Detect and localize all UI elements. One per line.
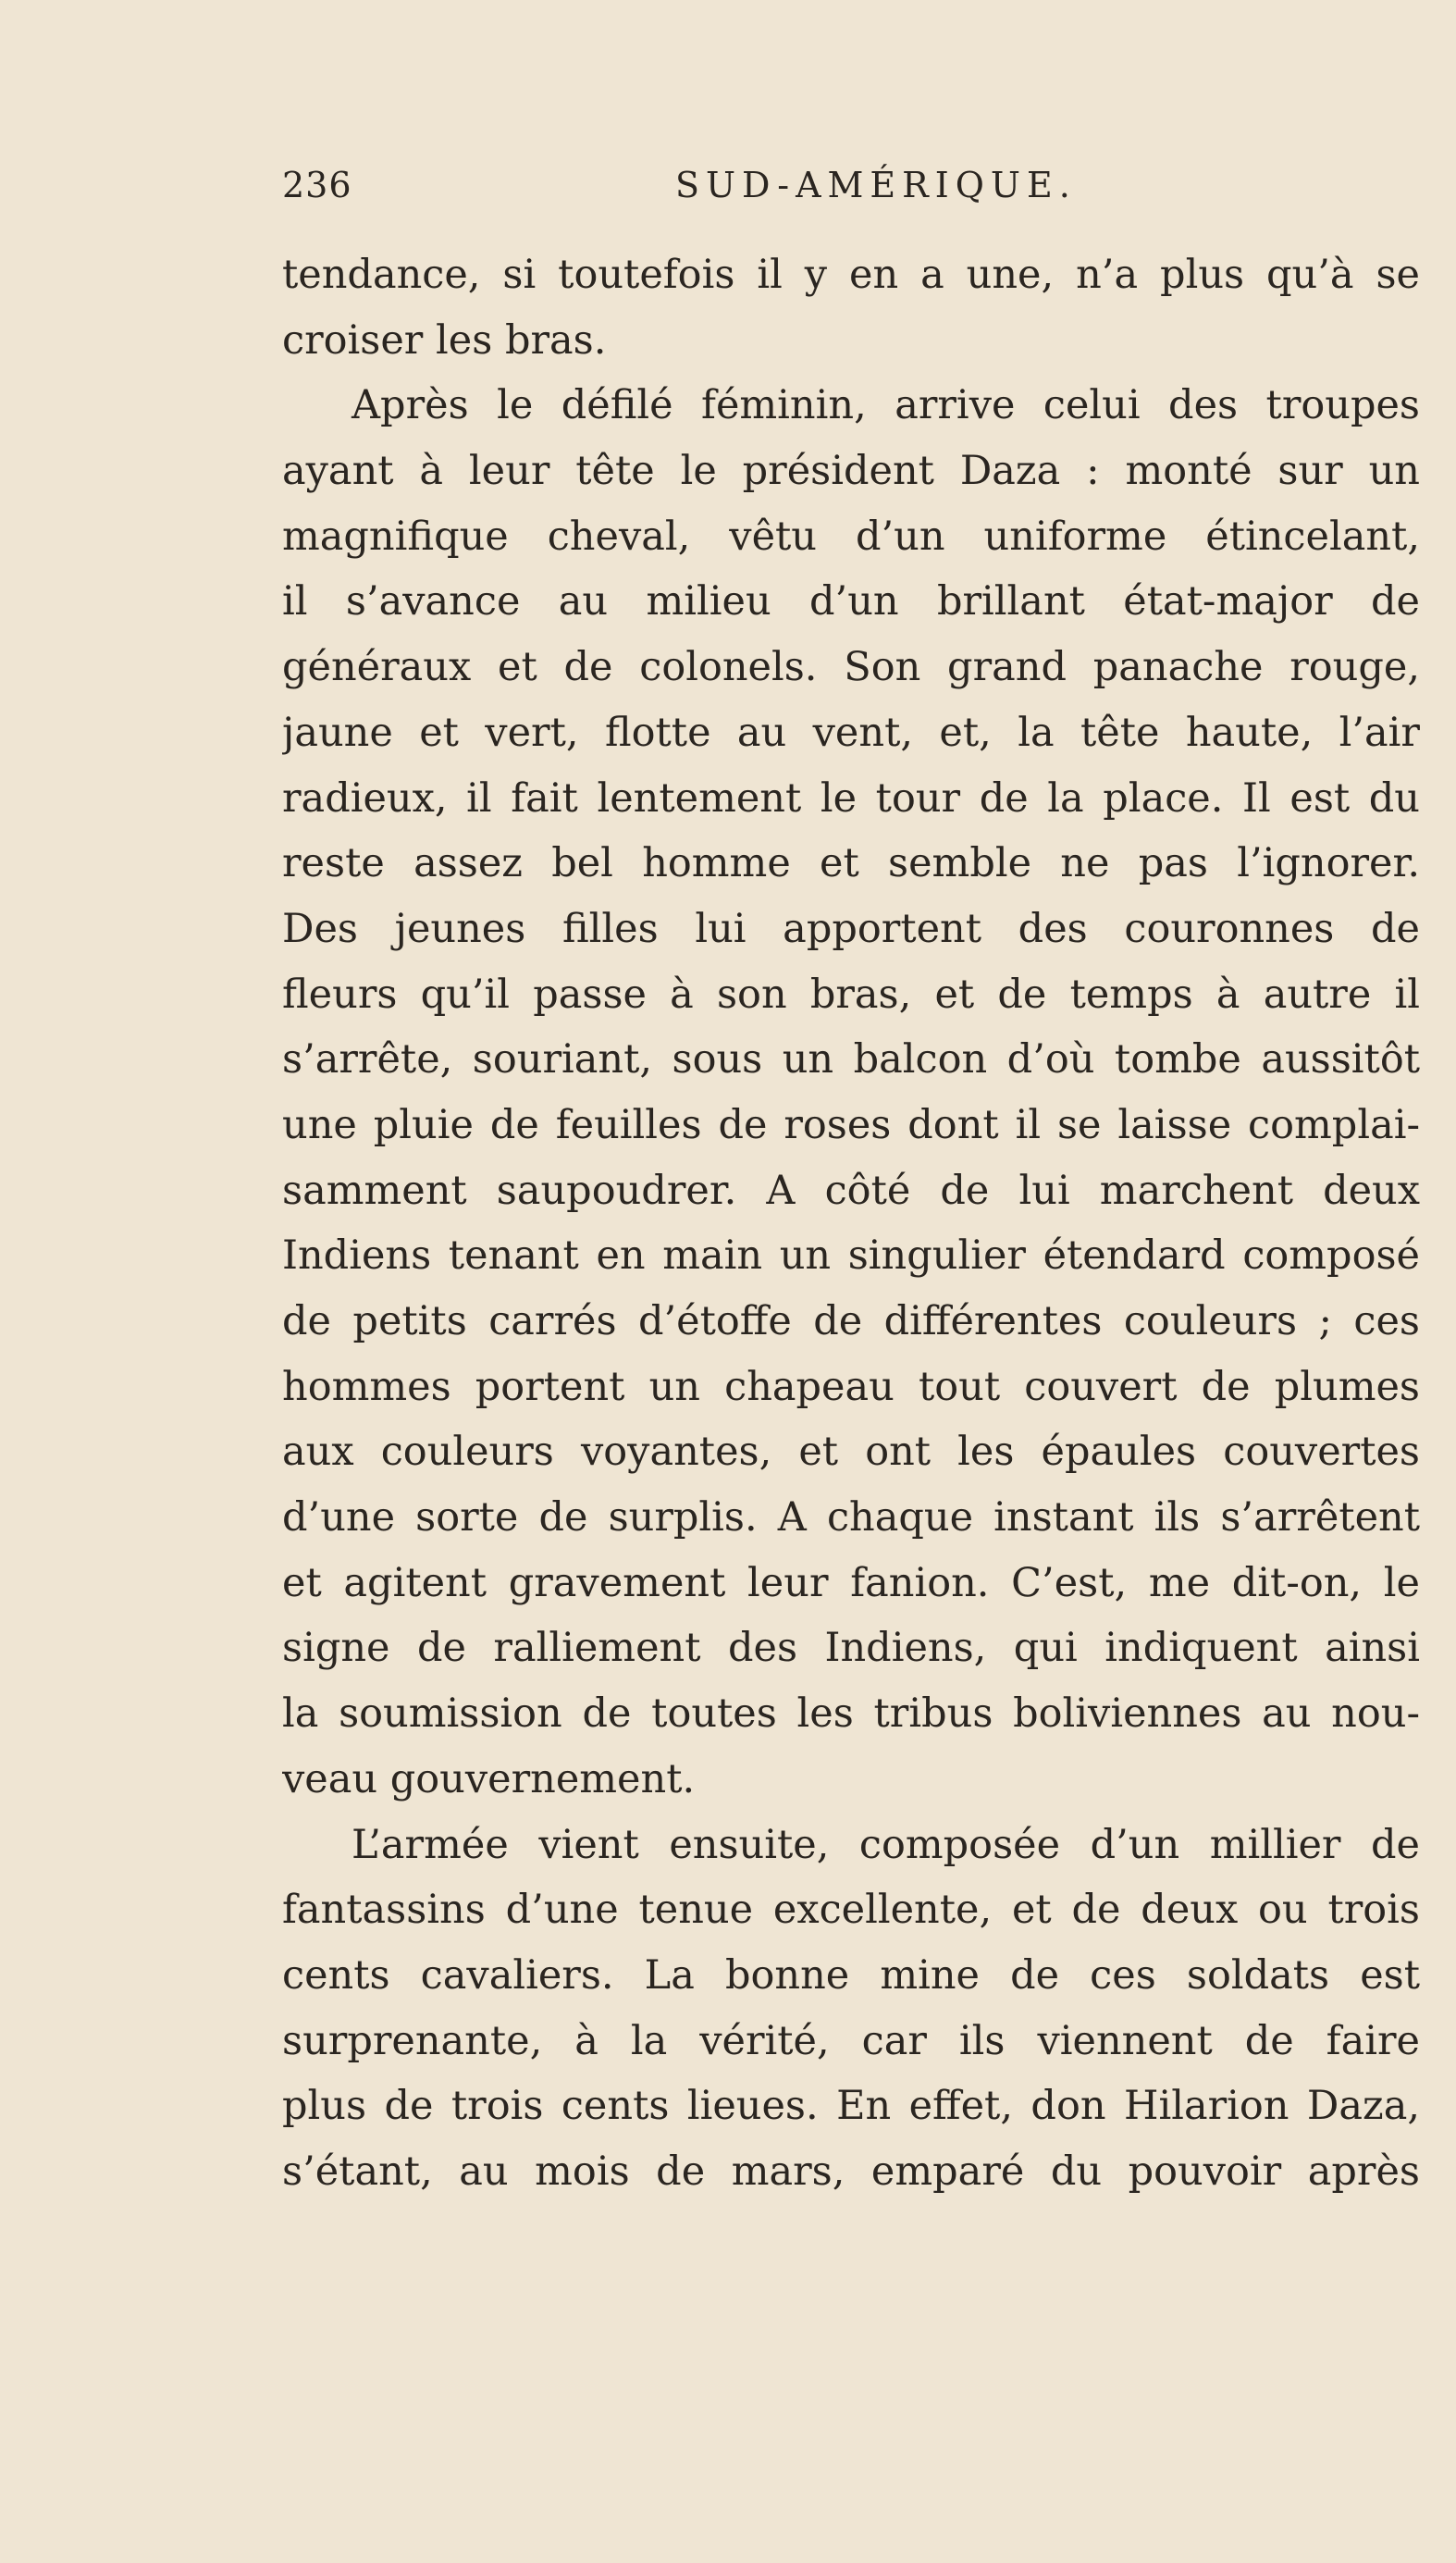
- text-line: signe de ralliement des Indiens, qui indiquent ainsi: [282, 1625, 1420, 1672]
- text-line: jaune et vert, flotte au vent, et, la tête haute, l’air: [282, 709, 1420, 756]
- body-text: [282, 242, 1420, 2205]
- running-title: SUD-AMÉRIQUE.: [675, 165, 1077, 205]
- text-line: magnifique cheval, vêtu d’un uniforme étincelant,: [282, 513, 1420, 560]
- text-line: reste assez bel homme et semble ne pas l’ignorer.: [282, 840, 1420, 887]
- page-number: 236: [282, 165, 352, 205]
- text-line: s’arrête, souriant, sous un balcon d’où tombe aussitôt: [282, 1036, 1420, 1083]
- text-line: une pluie de feuilles de roses dont il se laisse complai-: [282, 1101, 1420, 1148]
- text-line: il s’avance au milieu d’un brillant état-major de: [282, 578, 1420, 625]
- text-line: s’étant, au mois de mars, emparé du pouvoir après: [282, 2148, 1420, 2195]
- text-line: veau gouvernement.: [282, 1755, 696, 1802]
- text-line: cents cavaliers. La bonne mine de ces soldats est: [282, 1951, 1420, 1999]
- text-line: samment saupoudrer. A côté de lui marchent deux: [282, 1167, 1420, 1214]
- text-line: et agitent gravement leur fanion. C’est, me dit-on, le: [282, 1559, 1420, 1606]
- text-line: tendance, si toutefois il y en a une, n’a plus qu’à se: [282, 252, 1420, 298]
- text-line: hommes portent un chapeau tout couvert de plumes: [282, 1363, 1420, 1410]
- text-line: plus de trois cents lieues. En effet, don Hilarion Daza,: [282, 2083, 1420, 2130]
- text-line: généraux et de colonels. Son grand panache rouge,: [282, 644, 1420, 691]
- text-line: Indiens tenant en main un singulier étendard composé: [282, 1232, 1420, 1280]
- text-line: de petits carrés d’étoffe de différentes couleurs ; ces: [282, 1298, 1420, 1344]
- text-line: surprenante, à la vérité, car ils viennent de faire: [282, 2017, 1420, 2064]
- text-line: d’une sorte de surplis. A chaque instant ils s’arrêtent: [282, 1494, 1420, 1542]
- text-line: fleurs qu’il passe à son bras, et de temps à autre il: [282, 971, 1420, 1018]
- text-line: Des jeunes filles lui apportent des couronnes de: [282, 905, 1420, 952]
- text-line: ayant à leur tête le président Daza : monté sur un: [282, 448, 1420, 495]
- text-line: fantassins d’une tenue excellente, et de deux ou trois: [282, 1887, 1420, 1934]
- text-line: la soumission de toutes les tribus boliviennes au nou-: [282, 1690, 1420, 1738]
- text-line: croiser les bras.: [282, 316, 607, 364]
- text-line: Après le défilé féminin, arrive celui des troupes: [352, 382, 1420, 429]
- text-line: radieux, il fait lentement le tour de la place. Il est du: [282, 774, 1420, 822]
- text-line: aux couleurs voyantes, et ont les épaules couvertes: [282, 1429, 1420, 1476]
- text-line: L’armée vient ensuite, composée d’un millier de: [352, 1821, 1420, 1868]
- running-head: [282, 165, 1420, 220]
